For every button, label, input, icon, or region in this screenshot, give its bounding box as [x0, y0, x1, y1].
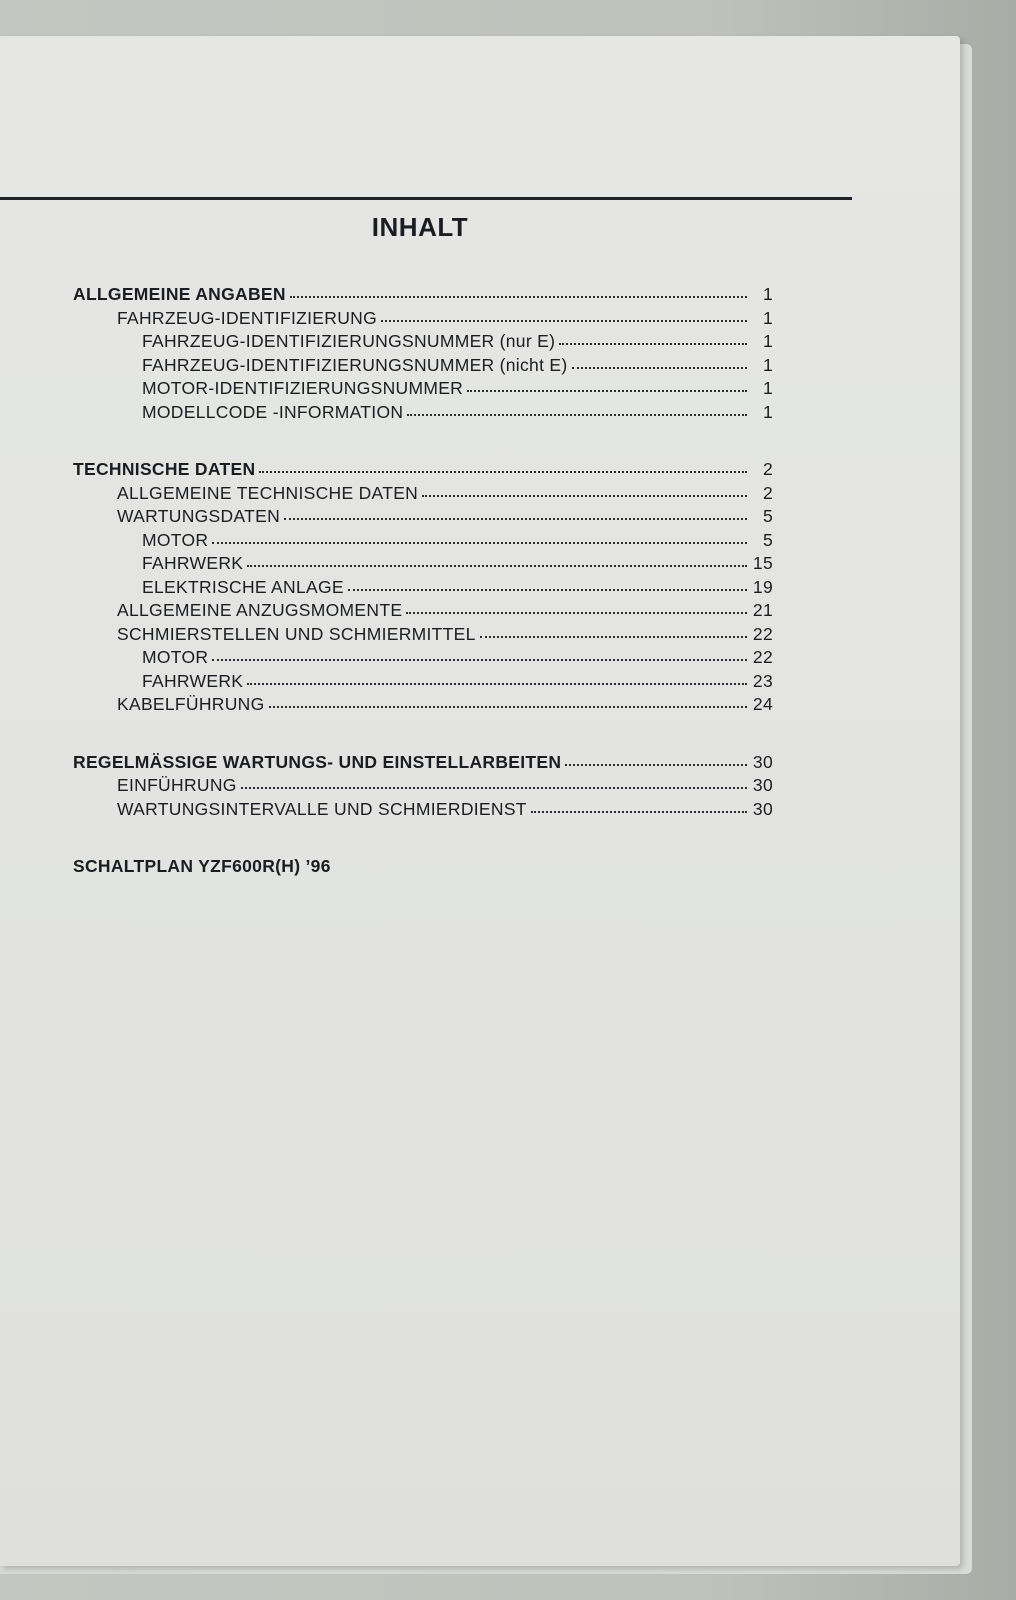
toc-entry-page: 1 — [762, 378, 773, 398]
toc-entry — [73, 530, 773, 554]
toc-entry-label: EINFÜHRUNG — [117, 775, 237, 795]
dot-leader — [531, 809, 747, 813]
toc-entry-page: 30 — [752, 798, 773, 819]
dot-leader — [422, 493, 747, 497]
toc-entry-page: 1 — [762, 307, 773, 328]
toc-entry-label: ALLGEMEINE TECHNISCHE DATEN — [117, 482, 419, 503]
dot-leader — [212, 657, 747, 661]
document-page — [0, 36, 960, 1566]
toc-final-heading: SCHALTPLAN YZF600R(H) ’96 — [73, 856, 331, 876]
toc-entry-label: MOTOR — [142, 647, 209, 667]
dot-leader — [241, 785, 747, 789]
dot-leader — [565, 762, 747, 766]
toc-entry-page: 1 — [762, 284, 773, 304]
toc-entry-label: FAHRZEUG-IDENTIFIZIERUNGSNUMMER (nicht E) — [142, 354, 568, 375]
toc-entry-label: SCHMIERSTELLEN UND SCHMIERMITTEL — [117, 623, 476, 644]
toc-entry-page: 30 — [752, 751, 773, 772]
toc-entry-page: 30 — [752, 775, 773, 795]
toc-entry — [73, 331, 773, 355]
toc-entry — [73, 355, 773, 379]
toc-entry — [73, 308, 773, 332]
toc-entry-page: 24 — [752, 694, 773, 714]
toc-entry-label: TECHNISCHE DATEN — [73, 459, 256, 479]
toc-entry-label: ALLGEMEINE ANGABEN — [73, 284, 286, 304]
toc-entry-page: 1 — [762, 331, 773, 351]
toc-entry-page: 22 — [752, 647, 773, 667]
toc-entry-label: FAHRWERK — [142, 670, 244, 691]
toc-entry-page: 19 — [752, 576, 773, 597]
toc-entry — [73, 506, 773, 530]
dot-leader — [212, 540, 747, 544]
header-rule — [0, 197, 852, 200]
toc-entry — [73, 624, 773, 648]
toc-entry-page: 21 — [752, 600, 773, 620]
toc-entry — [73, 577, 773, 601]
toc-entry — [73, 694, 773, 718]
toc-entry — [73, 284, 773, 308]
toc-entry-page: 1 — [762, 354, 773, 375]
toc-entry-label: MOTOR — [142, 529, 209, 550]
dot-leader — [290, 294, 747, 298]
toc-entry — [73, 752, 773, 776]
dot-leader — [348, 587, 747, 591]
toc-entry-label: WARTUNGSDATEN — [117, 506, 281, 526]
dot-leader — [572, 365, 747, 369]
toc-entry — [73, 671, 773, 695]
toc-entry-label: ELEKTRISCHE ANLAGE — [142, 576, 344, 597]
toc-sections — [73, 284, 773, 822]
toc-entry-page: 22 — [752, 623, 773, 644]
toc-entry — [73, 600, 773, 624]
toc-entry-page: 2 — [762, 482, 773, 503]
toc-entry-label: ALLGEMEINE ANZUGSMOMENTE — [117, 600, 403, 620]
dot-leader — [480, 634, 747, 638]
toc-entry-label: MODELLCODE -INFORMATION — [142, 401, 404, 422]
dot-leader — [406, 610, 747, 614]
dot-leader — [559, 341, 747, 345]
toc-entry — [73, 402, 773, 426]
toc-section — [73, 752, 773, 823]
toc-entry-page: 15 — [752, 553, 773, 573]
toc-entry-page: 5 — [762, 506, 773, 526]
table-of-contents — [73, 284, 773, 877]
dot-leader — [284, 516, 747, 520]
dot-leader — [259, 469, 747, 473]
toc-entry — [73, 459, 773, 483]
toc-entry-page: 1 — [762, 401, 773, 422]
toc-entry-label: FAHRWERK — [142, 553, 244, 573]
toc-entry-page: 5 — [762, 529, 773, 550]
toc-entry-label: FAHRZEUG-IDENTIFIZIERUNGSNUMMER (nur E) — [142, 331, 556, 351]
toc-entry — [73, 483, 773, 507]
toc-entry-label: WARTUNGSINTERVALLE UND SCHMIERDIENST — [117, 798, 527, 819]
toc-entry-label: REGELMÄSSIGE WARTUNGS- UND EINSTELLARBEITEN — [73, 751, 562, 772]
dot-leader — [247, 563, 747, 567]
toc-entry-label: KABELFÜHRUNG — [117, 694, 265, 714]
toc-entry-page: 2 — [762, 459, 773, 479]
dot-leader — [247, 681, 747, 685]
toc-entry-label: MOTOR-IDENTIFIZIERUNGSNUMMER — [142, 378, 464, 398]
toc-entry-page: 23 — [752, 670, 773, 691]
page-title: INHALT — [371, 212, 469, 242]
toc-entry — [73, 378, 773, 402]
toc-section — [73, 284, 773, 425]
dot-leader — [467, 388, 747, 392]
toc-section — [73, 459, 773, 718]
toc-entry — [73, 799, 773, 823]
toc-entry — [73, 775, 773, 799]
toc-entry-label: FAHRZEUG-IDENTIFIZIERUNG — [117, 307, 377, 328]
toc-entry — [73, 553, 773, 577]
dot-leader — [269, 704, 747, 708]
dot-leader — [407, 412, 747, 416]
dot-leader — [381, 318, 747, 322]
toc-entry — [73, 647, 773, 671]
